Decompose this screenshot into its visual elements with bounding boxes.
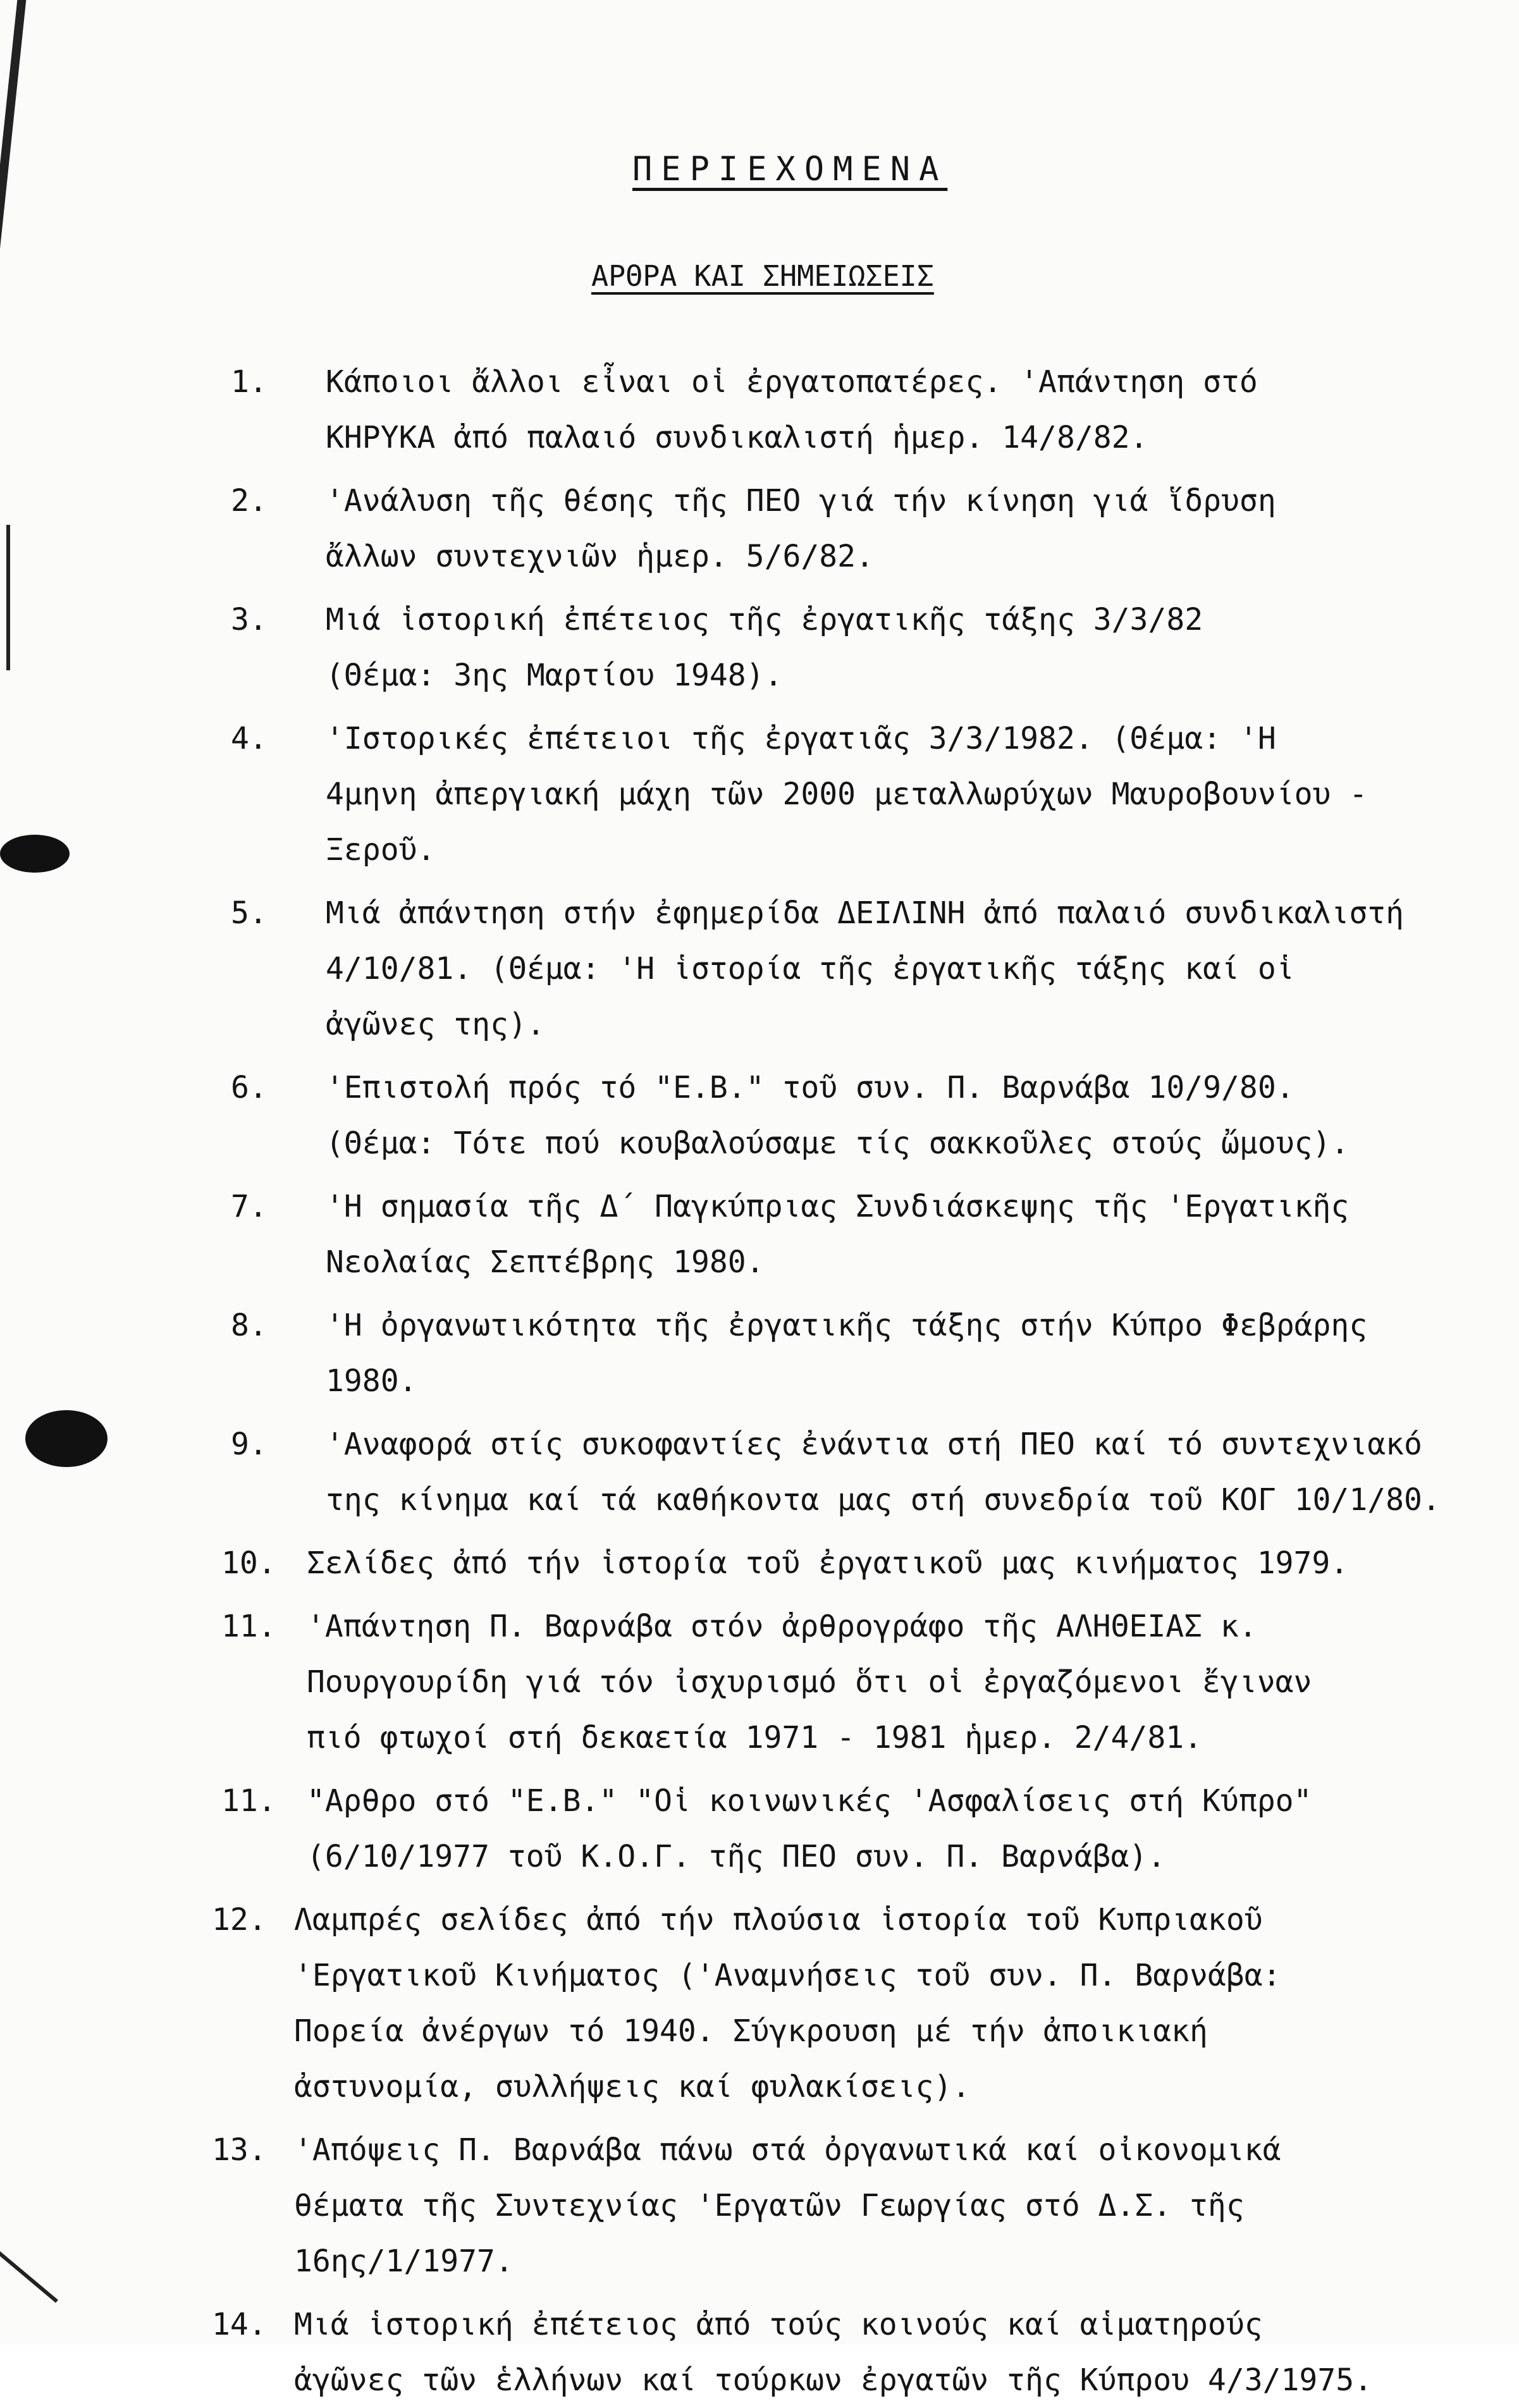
entry-text: Κάποιοι ἄλλοι εἶναι οἱ ἐργατοπατέρες. 'Απάντηση στό ΚΗΡΥΚΑ ἀπό παλαιό συνδικαλιστή ἡμερ. 14/8/82.: [326, 364, 1258, 455]
contents-entry: [231, 1060, 1496, 1171]
contents-entry: [231, 592, 1496, 703]
entry-number: 11.: [221, 1609, 276, 1644]
contents-entry: [231, 711, 1496, 878]
entry-number: 7.: [231, 1189, 268, 1224]
contents-entry: [212, 2297, 1496, 2408]
scan-edge-mark: [0, 2251, 58, 2303]
entry-number: 13.: [212, 2132, 267, 2168]
contents-entry: [231, 473, 1496, 584]
entry-number: 14.: [212, 2307, 267, 2342]
entry-text: 'Ιστορικές ἐπέτειοι τῆς ἐργατιᾶς 3/3/1982. (Θέμα: 'Η 4μηνη ἀπεργιακή μάχη τῶν 2000 μεταλλωρύχων Μαυροβουνίου - Ξεροῦ.: [326, 721, 1368, 868]
contents-entry: [221, 1599, 1496, 1766]
ink-blot: [0, 835, 70, 873]
scan-edge-mark: [6, 525, 10, 670]
entry-text: 'Ανάλυση τῆς θέσης τῆς ΠΕΟ γιά τήν κίνηση γιά ἵδρυση ἄλλων συντεχνιῶν ἡμερ. 5/6/82.: [326, 483, 1276, 574]
page-subtitle: ΑΡΘΡΑ ΚΑΙ ΣΗΜΕΙΩΣΕΙΣ: [591, 259, 934, 293]
entry-number: 6.: [231, 1070, 268, 1105]
entry-number: 11.: [221, 1783, 276, 1819]
entry-text: Μιά ἱστορική ἐπέτειος ἀπό τούς κοινούς καί αἱματηρούς ἀγῶνες τῶν ἑλλήνων καί τούρκων ἐργατῶν τῆς Κύπρου 4/3/1975.: [294, 2307, 1373, 2398]
contents-entry: [221, 1773, 1496, 1884]
contents-entry: [231, 1416, 1496, 1528]
ink-blot: [25, 1410, 108, 1467]
entry-number: 8.: [231, 1308, 268, 1343]
contents-entry: [231, 885, 1496, 1052]
entry-text: 'Η ὀργανωτικότητα τῆς ἐργατικῆς τάξης στήν Κύπρο Φεβράρης 1980.: [326, 1308, 1368, 1399]
entry-text: Λαμπρές σελίδες ἀπό τήν πλούσια ἱστορία τοῦ Κυπριακοῦ 'Εργατικοῦ Κινήματος ('Αναμνήσεις τοῦ συν. Π. Βαρνάβα: Πορεία ἀνέργων τό 1940. Σύγκρουση μέ τήν ἀποικιακή ἀστυνομία, συλλήψεις καί φυλακίσεις).: [294, 1902, 1281, 2104]
entry-number: 2.: [231, 483, 268, 519]
entry-text: 'Αναφορά στίς συκοφαντίες ἐνάντια στή ΠΕΟ καί τό συντεχνιακό της κίνημα καί τά καθήκοντα μας στή συνεδρία τοῦ ΚΟΓ 10/1/80.: [326, 1427, 1441, 1518]
contents-entry: [231, 354, 1496, 465]
entry-number: 1.: [231, 364, 268, 400]
contents-entry: [231, 1179, 1496, 1290]
entry-text: Μιά ἀπάντηση στήν ἐφημερίδα ΔΕΙΛΙΝΗ ἀπό παλαιό συνδικαλιστή 4/10/81. (Θέμα: 'Η ἱστορία τῆς ἐργατικῆς τάξης καί οἱ ἀγῶνες της).: [326, 895, 1405, 1042]
entry-text: 'Απάντηση Π. Βαρνάβα στόν ἀρθρογράφο τῆς ΑΛΗΘΕΙΑΣ κ. Πουργουρίδη γιά τόν ἰσχυρισμό ὅτι οἱ ἐργαζόμενοι ἔγιναν πιό φτωχοί στή δεκαετία 1971 - 1981 ἡμερ. 2/4/81.: [307, 1609, 1312, 1755]
entry-text: Σελίδες ἀπό τήν ἱστορία τοῦ ἐργατικοῦ μας κινήματος 1979.: [307, 1545, 1349, 1581]
entry-text: 'Η σημασία τῆς Δ΄ Παγκύπριας Συνδιάσκεψης τῆς 'Εργατικῆς Νεολαίας Σεπτέβρης 1980.: [326, 1189, 1350, 1280]
entry-number: 3.: [231, 602, 268, 637]
contents-entry: [212, 2122, 1496, 2289]
entry-text: 'Επιστολή πρός τό "Ε.Β." τοῦ συν. Π. Βαρνάβα 10/9/80. (Θέμα: Τότε πού κουβαλούσαμε τίς σακκοῦλες στούς ὤμους).: [326, 1070, 1350, 1161]
contents-list: [212, 354, 1496, 2408]
entry-number: 10.: [221, 1545, 276, 1581]
scan-edge-mark: [0, 0, 26, 329]
entry-number: 4.: [231, 721, 268, 756]
entry-text: Μιά ἱστορική ἐπέτειος τῆς ἐργατικῆς τάξης 3/3/82 (Θέμα: 3ης Μαρτίου 1948).: [326, 602, 1203, 693]
entry-number: 12.: [212, 1902, 267, 1938]
entry-text: "Αρθρο στό "Ε.Β." "Οἱ κοινωνικές 'Ασφαλίσεις στή Κύπρο" (6/10/1977 τοῦ Κ.Ο.Γ. τῆς ΠΕΟ συν. Π. Βαρνάβα).: [307, 1783, 1312, 1874]
contents-entry: [221, 1535, 1496, 1591]
entry-text: 'Απόψεις Π. Βαρνάβα πάνω στά ὀργανωτικά καί οἰκονομικά θέματα τῆς Συντεχνίας 'Εργατῶν Γεωργίας στό Δ.Σ. τῆς 16ης/1/1977.: [294, 2132, 1281, 2279]
contents-entry: [231, 1298, 1496, 1409]
entry-number: 5.: [231, 895, 268, 931]
contents-entry: [212, 1892, 1496, 2115]
page-title: ΠΕΡΙΕΧΟΜΕΝΑ: [632, 150, 948, 188]
entry-number: 9.: [231, 1427, 268, 1462]
